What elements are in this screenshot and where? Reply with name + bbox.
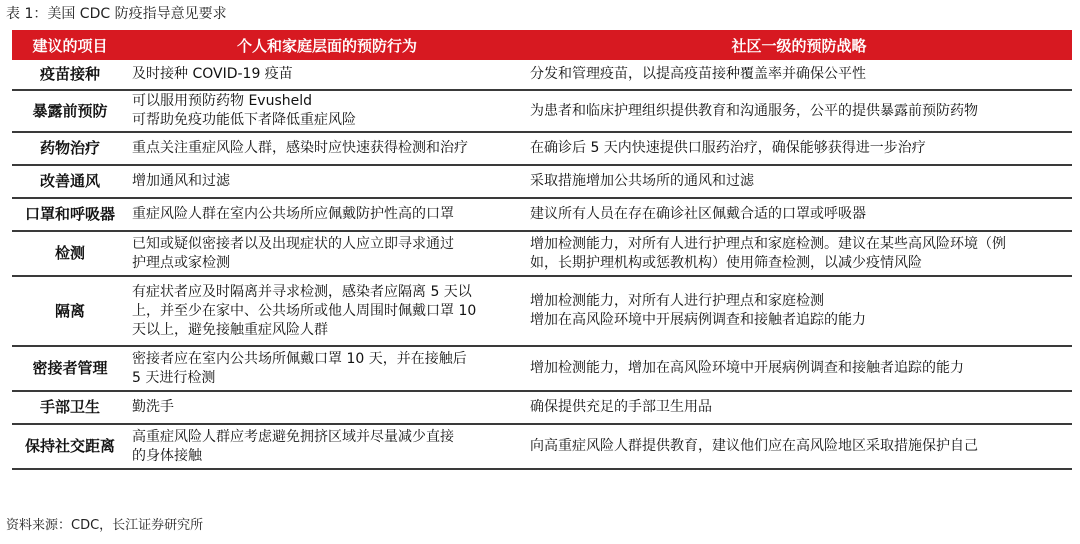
row-personal-line: 已知或疑似密接者以及出现症状的人应立即寻求通过 [132,235,454,252]
table-row [12,60,1072,90]
row-personal [128,391,526,424]
header-personal: 个人和家庭层面的预防行为 [128,30,526,60]
row-community-line: 向高重症风险人群提供教育，建议他们应在高风险地区采取措施保护自己 [530,438,978,454]
row-personal-line: 及时接种 COVID-19 疫苗 [132,66,293,82]
row-community-line: 增加检测能力，增加在高风险环境中开展病例调查和接触者追踪的能力 [530,360,964,376]
row-personal [128,165,526,198]
row-community [526,60,1072,90]
table-caption: 表 1：美国 CDC 防疫指导意见要求 [6,6,227,22]
row-item: 密接者管理 [12,346,128,391]
table-row [12,276,1072,346]
row-personal [128,90,526,132]
row-community-line: 分发和管理疫苗，以提高疫苗接种覆盖率并确保公平性 [530,66,866,82]
row-personal [128,132,526,165]
row-community [526,346,1072,391]
row-item: 手部卫生 [12,391,128,424]
table-row [12,424,1072,469]
row-personal-line: 勤洗手 [132,399,174,415]
row-community-line: 采取措施增加公共场所的通风和过滤 [530,173,754,189]
row-community [526,165,1072,198]
table-row [12,90,1072,132]
row-community-line: 确保提供充足的手部卫生用品 [530,399,712,415]
row-personal [128,346,526,391]
row-item: 疫苗接种 [12,60,128,90]
row-personal-line: 天以上，避免接触重症风险人群 [132,321,328,338]
row-personal [128,276,526,346]
table-row [12,391,1072,424]
row-item: 保持社交距离 [12,424,128,469]
row-personal [128,424,526,469]
row-personal-line: 可帮助免疫功能低下者降低重症风险 [132,112,356,128]
row-community-line: 增加在高风险环境中开展病例调查和接触者追踪的能力 [530,312,866,328]
row-community-line: 增加检测能力，对所有人进行护理点和家庭检测。建议在某些高风险环境（例 [530,235,1006,252]
source-note: 资料来源：CDC，长江证券研究所 [6,518,204,533]
row-personal-line: 有症状者应及时隔离并寻求检测，感染者应隔离 5 天以 [132,283,472,300]
header-community: 社区一级的预防战略 [526,30,1072,60]
row-community-line: 增加检测能力，对所有人进行护理点和家庭检测 [530,293,824,309]
row-item: 隔离 [12,276,128,346]
row-personal-line: 高重症风险人群应考虑避免拥挤区域并尽量减少直接 [132,428,454,445]
table-header-row [12,30,1072,60]
row-community [526,198,1072,231]
row-personal-line: 密接者应在室内公共场所佩戴口罩 10 天，并在接触后 [132,350,467,367]
cdc-guidance-table [12,30,1072,470]
row-community-line: 如，长期护理机构或惩教机构）使用筛查检测，以减少疫情风险 [530,254,922,271]
table-row [12,346,1072,391]
row-personal [128,231,526,276]
row-community [526,391,1072,424]
row-community-line: 在确诊后 5 天内快速提供口服药治疗，确保能够获得进一步治疗 [530,140,926,156]
table-row [12,231,1072,276]
row-item: 改善通风 [12,165,128,198]
row-community-line: 建议所有人员在存在确诊社区佩戴合适的口罩或呼吸器 [530,206,866,222]
row-personal-line: 护理点或家检测 [132,254,230,271]
row-community [526,231,1072,276]
row-personal-line: 上，并至少在家中、公共场所或他人周围时佩戴口罩 10 [132,302,477,319]
row-personal-line: 重点关注重症风险人群，感染时应快速获得检测和治疗 [132,140,468,156]
row-item: 药物治疗 [12,132,128,165]
row-community [526,132,1072,165]
row-personal [128,60,526,90]
header-item: 建议的项目 [12,30,128,60]
table-row [12,132,1072,165]
row-item: 检测 [12,231,128,276]
row-item: 口罩和呼吸器 [12,198,128,231]
row-personal-line: 5 天进行检测 [132,369,216,386]
row-item: 暴露前预防 [12,90,128,132]
row-community-line: 为患者和临床护理组织提供教育和沟通服务，公平的提供暴露前预防药物 [530,102,978,119]
row-personal-line: 重症风险人群在室内公共场所应佩戴防护性高的口罩 [132,206,454,222]
row-community [526,276,1072,346]
table-row [12,198,1072,231]
row-personal-line: 可以服用预防药物 Evusheld [132,93,313,109]
row-community [526,424,1072,469]
row-personal-line: 的身体接触 [132,447,202,464]
row-personal [128,198,526,231]
row-community [526,90,1072,132]
row-personal-line: 增加通风和过滤 [132,173,230,189]
table-row [12,165,1072,198]
